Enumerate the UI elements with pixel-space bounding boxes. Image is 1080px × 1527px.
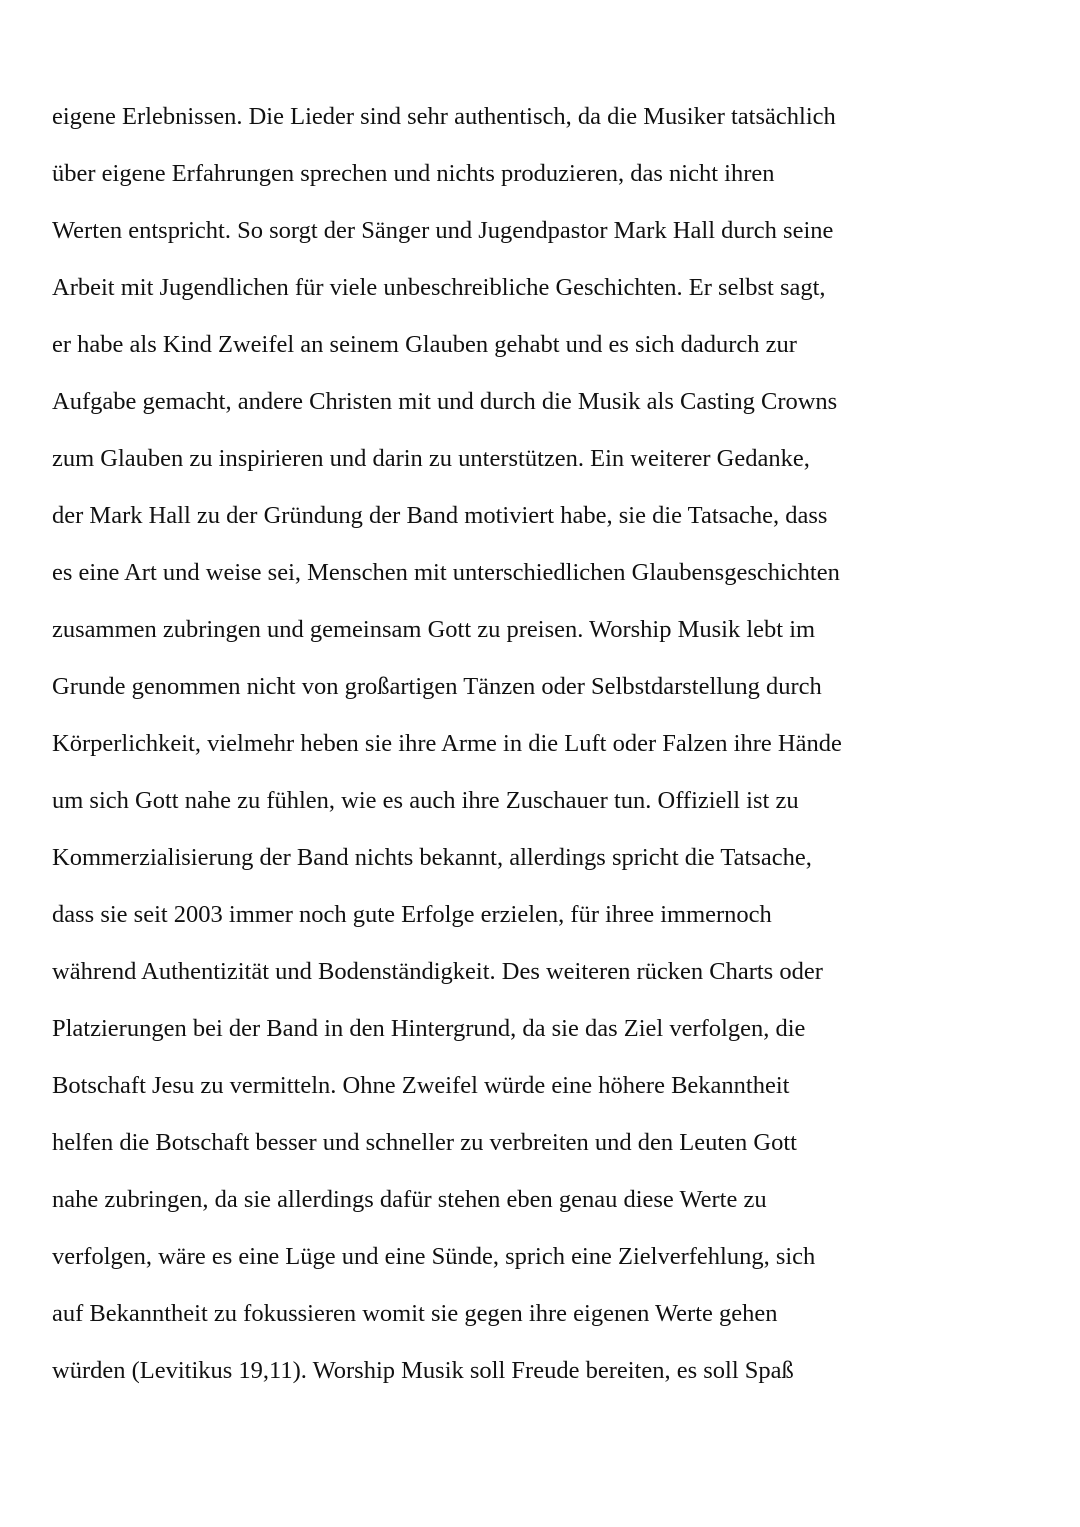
text-line: Werten entspricht. So sorgt der Sänger und Jugendpastor Mark Hall durch seine xyxy=(52,217,834,244)
body-text xyxy=(52,88,1032,1399)
text-line: Aufgabe gemacht, andere Christen mit und durch die Musik als Casting Crowns xyxy=(52,388,838,415)
text-line: Botschaft Jesu zu vermitteln. Ohne Zweifel würde eine höhere Bekanntheit xyxy=(52,1072,790,1099)
text-line: er habe als Kind Zweifel an seinem Glauben gehabt und es sich dadurch zur xyxy=(52,331,797,358)
text-line: nahe zubringen, da sie allerdings dafür stehen eben genau diese Werte zu xyxy=(52,1186,767,1213)
text-line: zum Glauben zu inspirieren und darin zu unterstützen. Ein weiterer Gedanke, xyxy=(52,445,810,472)
text-line: während Authentizität und Bodenständigkeit. Des weiteren rücken Charts oder xyxy=(52,958,823,985)
text-line: über eigene Erfahrungen sprechen und nichts produzieren, das nicht ihren xyxy=(52,160,775,187)
text-line: der Mark Hall zu der Gründung der Band motiviert habe, sie die Tatsache, dass xyxy=(52,502,828,529)
text-line: eigene Erlebnissen. Die Lieder sind sehr authentisch, da die Musiker tatsächlich xyxy=(52,103,836,130)
text-line: um sich Gott nahe zu fühlen, wie es auch ihre Zuschauer tun. Offiziell ist zu xyxy=(52,787,799,814)
text-line: Platzierungen bei der Band in den Hintergrund, da sie das Ziel verfolgen, die xyxy=(52,1015,806,1042)
text-line: würden (Levitikus 19,11). Worship Musik soll Freude bereiten, es soll Spaß xyxy=(52,1357,794,1384)
text-line: helfen die Botschaft besser und schneller zu verbreiten und den Leuten Gott xyxy=(52,1129,797,1156)
text-line: Körperlichkeit, vielmehr heben sie ihre Arme in die Luft oder Falzen ihre Hände xyxy=(52,730,842,757)
text-line: verfolgen, wäre es eine Lüge und eine Sünde, sprich eine Zielverfehlung, sich xyxy=(52,1243,816,1270)
text-line: dass sie seit 2003 immer noch gute Erfolge erzielen, für ihree immernoch xyxy=(52,901,772,928)
text-line: auf Bekanntheit zu fokussieren womit sie gegen ihre eigenen Werte gehen xyxy=(52,1300,778,1327)
text-line: Arbeit mit Jugendlichen für viele unbeschreibliche Geschichten. Er selbst sagt, xyxy=(52,274,826,301)
text-line: Kommerzialisierung der Band nichts bekannt, allerdings spricht die Tatsache, xyxy=(52,844,812,871)
text-line: zusammen zubringen und gemeinsam Gott zu preisen. Worship Musik lebt im xyxy=(52,616,816,643)
text-line: es eine Art und weise sei, Menschen mit unterschiedlichen Glaubensgeschichten xyxy=(52,559,840,586)
text-line: Grunde genommen nicht von großartigen Tänzen oder Selbstdarstellung durch xyxy=(52,673,822,700)
